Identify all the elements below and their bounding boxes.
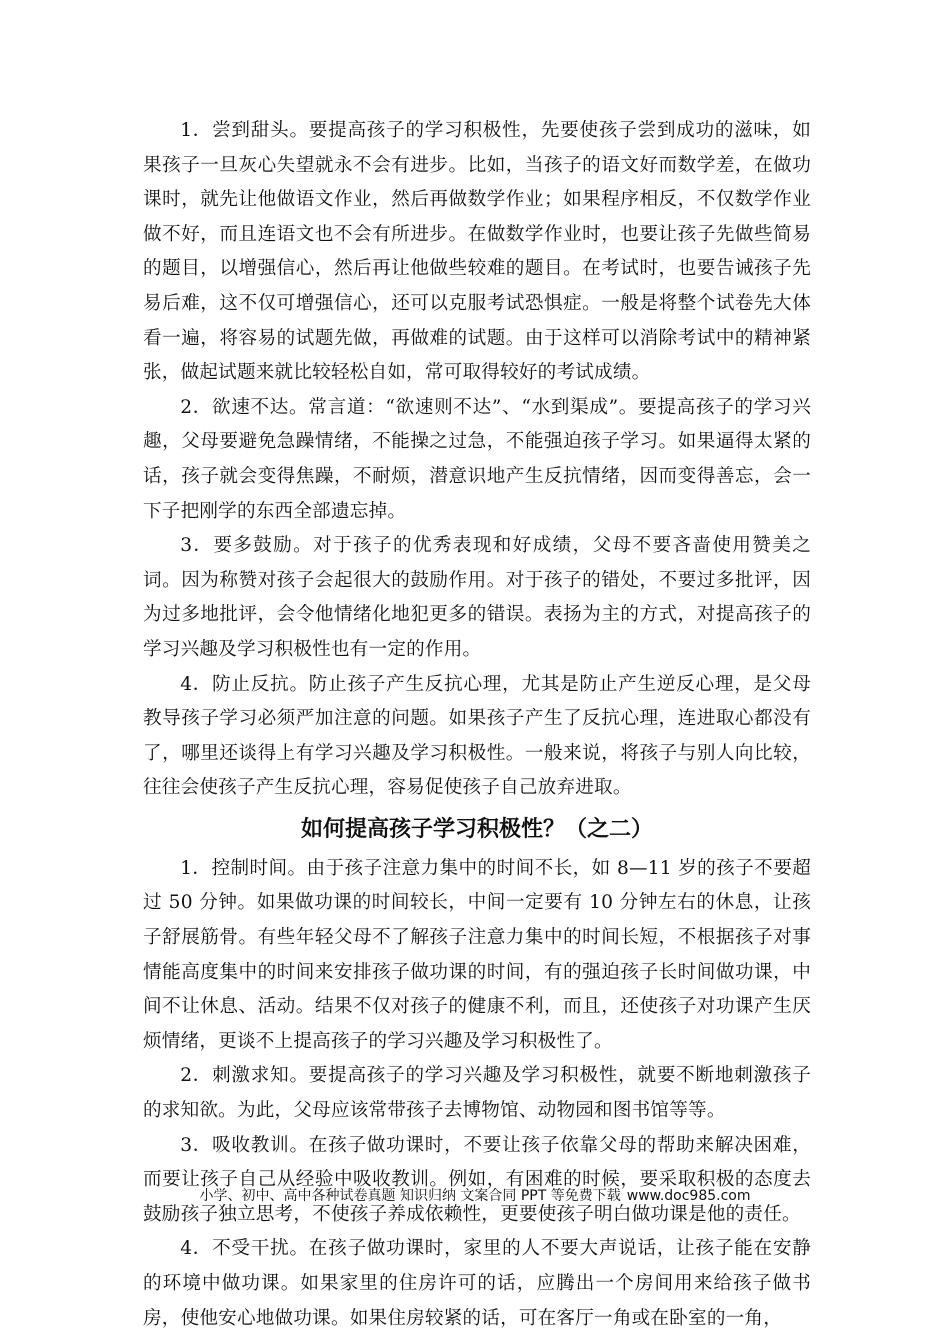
paragraph-haste-makes-waste: 2．欲速不达。常言道：“欲速则不达”、“水到渠成”。要提高孩子的学习兴趣，父母要避免急躁情绪，不能操之过急，不能强迫孩子学习。如果逼得太紧的话，孩子就会变得焦躁，不耐烦，潜意识地产生反抗情绪，因而变得善忘，会一下子把刚学的东西全部遗忘掉。: [143, 396, 811, 522]
document-body: [143, 114, 811, 1336]
page-footer: [0, 1186, 950, 1206]
paragraph-stimulate-curiosity: 2．刺激求知。要提高孩子的学习兴趣及学习积极性，就要不断地刺激孩子的求知欲。为此，父母应该常带孩子去博物馆、动物园和图书馆等等。: [143, 1065, 811, 1122]
section-title: 如何提高孩子学习积极性？（之二）: [300, 816, 653, 842]
paragraph-control-time: 1．控制时间。由于孩子注意力集中的时间不长，如 8—11 岁的孩子不要超过 50 分钟。如果做功课的时间较长，中间一定要有 10 分钟左右的休息，让孩子舒展筋骨。有些年轻父母不了解孩子注意力集中的时间长短，不根据孩子对事情能高度集中的时间来安排孩子做功课的时间，有的强迫孩子长时间做功课，中间不让休息、活动。结果不仅对孩子的健康不利，而且，还使孩子对功课产生厌烦情绪，更谈不上提高孩子的学习兴趣及学习积极性了。: [143, 857, 811, 1052]
paragraph-learn-lessons: 3．吸收教训。在孩子做功课时，不要让孩子依靠父母的帮助来解决困难，而要让孩子自己从经验中吸收教训。例如，有困难的时候，要采取积极的态度去鼓励孩子独立思考，不使孩子养成依赖性，更要使孩子明白做功课是他的责任。: [143, 1134, 811, 1225]
paragraph-encourage-more: 3．要多鼓励。对于孩子的优秀表现和好成绩，父母不要吝啬使用赞美之词。因为称赞对孩子会起很大的鼓励作用。对于孩子的错处，不要过多批评，因为过多地批评，会令他情绪化地犯更多的错误。表扬为主的方式，对提高孩子的学习兴趣及学习积极性也有一定的作用。: [143, 535, 811, 660]
footer-url: www.doc985.com: [626, 1188, 751, 1204]
footer-text: 小学、初中、高中各种试卷真题 知识归纳 文案合同 PPT 等免费下载: [199, 1188, 621, 1204]
paragraph-prevent-resistance: 4．防止反抗。防止孩子产生反抗心理，尤其是防止产生逆反心理，是父母教导孩子学习必须严加注意的问题。如果孩子产生了反抗心理，连进取心都没有了，哪里还谈得上有学习兴趣及学习积极性。一般来说，将孩子与别人向比较，往往会使孩子产生反抗心理，容易促使孩子自己放弃进取。: [143, 673, 811, 799]
paragraph-no-distraction: 4．不受干扰。在孩子做功课时，家里的人不要大声说话，让孩子能在安静的环境中做功课。如果家里的住房许可的话，应腾出一个房间用来给孩子做书房，使他安心地做功课。如果住房较紧的话，可在客厅一角或在卧室的一角，: [143, 1238, 811, 1329]
paragraph-taste-success: 1．尝到甜头。要提高孩子的学习积极性，先要使孩子尝到成功的滋味，如果孩子一旦灰心失望就永不会有进步。比如，当孩子的语文好而数学差，在做功课时，就先让他做语文作业，然后再做数学作业；如果程序相反，不仅数学作业做不好，而且连语文也不会有所进步。在做数学作业时，也要让孩子先做些简易的题目，以增强信心，然后再让他做些较难的题目。在考试时，也要告诫孩子先易后难，这不仅可增强信心，还可以克服考试恐惧症。一般是将整个试卷先大体看一遍，将容易的试题先做，再做难的试题。由于这样可以消除考试中的精神紧张，做起试题来就比较轻松自如，常可取得较好的考试成绩。: [143, 120, 811, 384]
